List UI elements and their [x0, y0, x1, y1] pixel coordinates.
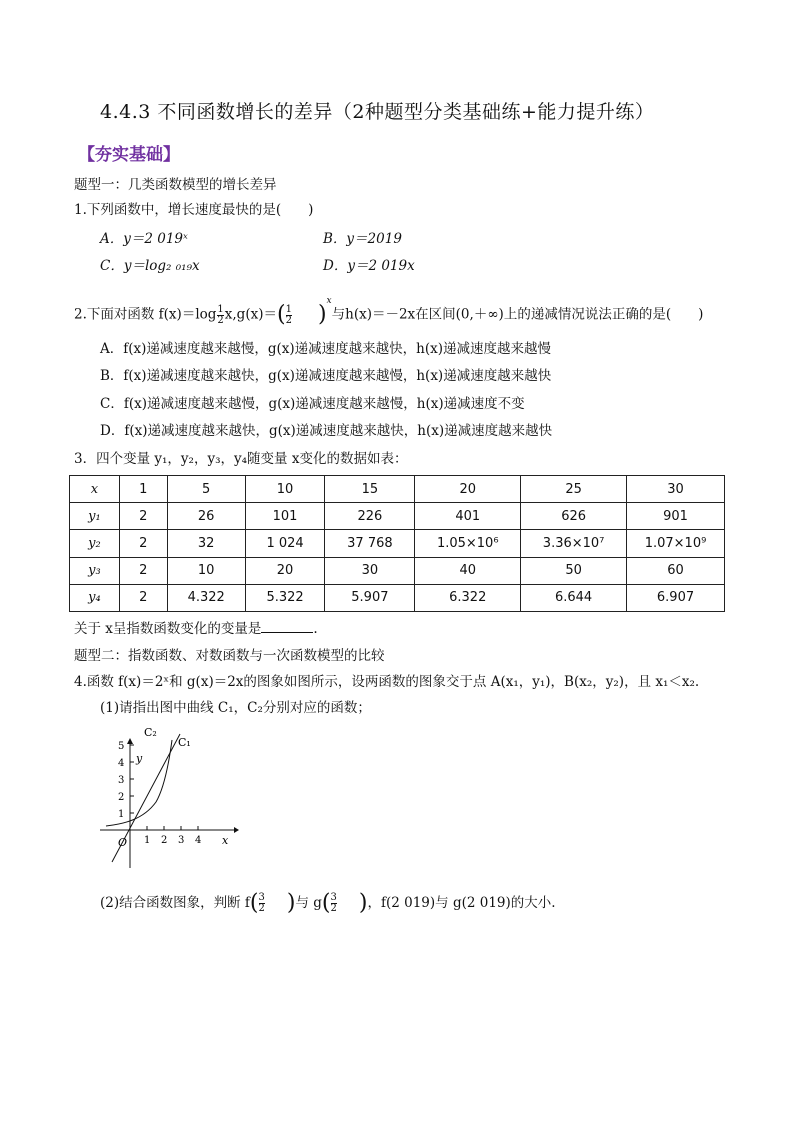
table-cell: 60: [627, 557, 725, 584]
q4-part2-a: (2)结合函数图象，判断 f: [100, 895, 250, 911]
table-cell: 1.07×10⁹: [627, 530, 725, 557]
fraction-three-halves-2: [331, 893, 337, 914]
table-cell: 15: [325, 476, 415, 503]
y-tick-label: 1: [118, 809, 125, 820]
table-cell: 6.907: [627, 584, 725, 611]
x-tick-label: 4: [195, 835, 202, 846]
paren-right: ): [358, 890, 368, 916]
x-axis-arrow: [234, 827, 239, 833]
q2-option-b: B．f(x)递减速度越来越快，g(x)递减速度越来越慢，h(x)递减速度越来越快: [100, 368, 552, 384]
table-cell: 10: [167, 557, 245, 584]
table-cell: 5.907: [325, 584, 415, 611]
y-tick-label: 3: [118, 775, 125, 786]
paren-left: (: [249, 890, 259, 916]
table-cell: 2: [119, 503, 167, 530]
q1-option-a: A．y＝2 019ˣ: [100, 231, 188, 247]
q4-part1: (1)请指出图中曲线 C₁，C₂分别对应的函数；: [100, 700, 371, 716]
table-cell: 30: [627, 476, 725, 503]
section-heading: 【夯实基础】: [78, 145, 180, 165]
q4-part2-b: 与 g: [295, 895, 322, 911]
q2-stem: [74, 296, 704, 327]
table-row: [70, 557, 725, 584]
frac-den: 2: [285, 314, 292, 326]
y-axis-arrow: [127, 738, 133, 744]
paren-left: (: [276, 302, 286, 327]
table-row-header: y₄: [70, 584, 120, 611]
table-row: [70, 530, 725, 557]
table-row: [70, 503, 725, 530]
answer-blank: [261, 620, 313, 633]
y-axis-label: y: [136, 752, 143, 765]
y-tick-label: 5: [118, 741, 125, 752]
frac-den: 2: [258, 903, 265, 914]
function-graph: [98, 720, 248, 870]
q2-option-d: D．f(x)递减速度越来越快，g(x)递减速度越来越快，h(x)递减速度越来越快: [100, 423, 553, 439]
table-cell: 20: [245, 557, 325, 584]
x-tick-label: 1: [144, 835, 151, 846]
table-row-header: y₁: [70, 503, 120, 530]
x-tick-label: 2: [161, 835, 168, 846]
q2-stem-part-c: 与h(x)＝－2x在区间(0,＋∞)上的递减情况说法正确的是( ): [331, 306, 704, 323]
table-cell: 3.36×10⁷: [521, 530, 627, 557]
table-cell: 37 768: [325, 530, 415, 557]
type1-header: 题型一：几类函数模型的增长差异: [74, 177, 277, 193]
table-cell: 101: [245, 503, 325, 530]
q4-stem: 4.函数 f(x)＝2ˣ和 g(x)＝2x的图象如图所示，设两函数的图象交于点 A(x₁，y₁)，B(x₂，y₂)，且 x₁＜x₂.: [74, 674, 700, 690]
table-cell: 20: [415, 476, 521, 503]
q2-option-a: A．f(x)递减速度越来越慢，g(x)递减速度越来越快，h(x)递减速度越来越慢: [100, 341, 552, 357]
frac-den: 2: [330, 903, 337, 914]
table-cell: 5.322: [245, 584, 325, 611]
table-cell: 2: [119, 584, 167, 611]
q1-option-c: C．y＝log₂ ₀₁₉x: [100, 258, 200, 274]
table-cell: 10: [245, 476, 325, 503]
q2-fraction-half: [217, 305, 223, 326]
fraction-three-halves: [259, 893, 265, 914]
table-cell: 6.644: [521, 584, 627, 611]
table-cell: 901: [627, 503, 725, 530]
table-cell: 4.322: [167, 584, 245, 611]
table-row-header: x: [70, 476, 120, 503]
q4-part2: [100, 890, 556, 916]
type2-header: 题型二：指数函数、对数函数与一次函数模型的比较: [74, 648, 385, 664]
frac-num: 1: [217, 303, 224, 315]
table-row: [70, 584, 725, 611]
table-cell: 6.322: [415, 584, 521, 611]
x-tick-label: 3: [178, 835, 185, 846]
frac-num: 1: [285, 303, 292, 315]
table-cell: 1 024: [245, 530, 325, 557]
c2-label: C₂: [144, 726, 157, 739]
table-cell: 2: [119, 557, 167, 584]
table-cell: 5: [167, 476, 245, 503]
table-cell: 30: [325, 557, 415, 584]
table-cell: 26: [167, 503, 245, 530]
q3-answer-prompt: 关于 x呈指数函数变化的变量是: [74, 621, 262, 637]
q3-answer-line: [74, 620, 318, 638]
table-cell: 25: [521, 476, 627, 503]
paren-right: ): [317, 302, 327, 327]
q2-stem-part-a: 2.下面对函数 f(x)＝log: [74, 306, 217, 323]
table-cell: 401: [415, 503, 521, 530]
y-tick-label: 2: [118, 792, 125, 803]
c1-label: C₁: [178, 736, 191, 749]
table-cell: 50: [521, 557, 627, 584]
frac-num: 3: [258, 892, 265, 903]
q1-stem: 1.下列函数中，增长速度最快的是( ): [74, 202, 314, 218]
q1-option-b: B．y＝2019: [323, 231, 402, 247]
table-cell: 40: [415, 557, 521, 584]
x-axis-label: x: [222, 834, 229, 847]
table-row: [70, 476, 725, 503]
q2-option-c: C．f(x)递减速度越来越慢，g(x)递减速度越来越慢，h(x)递减速度不变: [100, 396, 525, 412]
y-tick-label: 4: [118, 758, 125, 769]
table-cell: 1: [119, 476, 167, 503]
q3-stem: 3．四个变量 y₁，y₂，y₃，y₄随变量 x变化的数据如表：: [74, 451, 408, 467]
page-title: 4.4.3 不同函数增长的差异（2种题型分类基础练+能力提升练）: [100, 101, 655, 123]
paren-right: ): [286, 890, 296, 916]
origin-label: O: [118, 836, 128, 849]
q4-part2-c: ，f(2 019)与 g(2 019)的大小.: [367, 895, 556, 911]
table-cell: 626: [521, 503, 627, 530]
q2-fraction-half-2: [286, 305, 292, 326]
q2-stem-part-b: x,g(x)＝: [224, 306, 277, 323]
period: .: [313, 621, 318, 637]
table-cell: 2: [119, 530, 167, 557]
table-row-header: y₃: [70, 557, 120, 584]
exponent-x: x: [326, 296, 332, 306]
frac-num: 3: [330, 892, 337, 903]
table-cell: 226: [325, 503, 415, 530]
data-table: [69, 475, 725, 612]
paren-left: (: [321, 890, 331, 916]
table-row-header: y₂: [70, 530, 120, 557]
table-cell: 1.05×10⁶: [415, 530, 521, 557]
frac-den: 2: [217, 314, 224, 326]
q1-option-d: D．y＝2 019x: [323, 258, 415, 274]
table-cell: 32: [167, 530, 245, 557]
